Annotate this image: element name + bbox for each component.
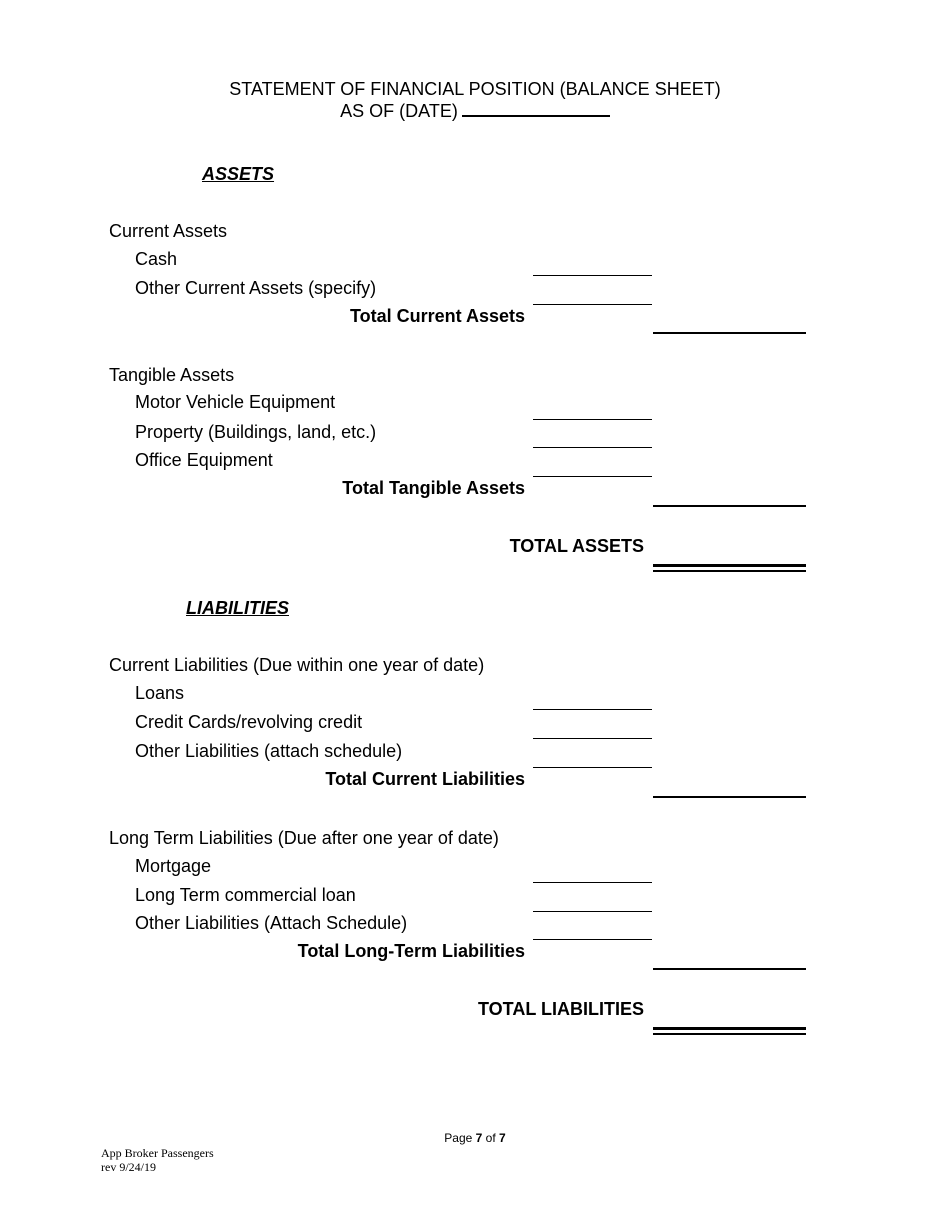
- page-total: 7: [499, 1131, 506, 1145]
- line-item-motor-vehicle: Motor Vehicle Equipment: [135, 392, 336, 412]
- credit-cards-amount-line[interactable]: [533, 738, 652, 739]
- mortgage-amount-line[interactable]: [533, 882, 652, 883]
- total-assets-double-line[interactable]: [653, 564, 806, 572]
- as-of-date-row: [0, 100, 950, 122]
- current-liabilities-heading: Current Liabilities (Due within one year of date): [109, 655, 485, 675]
- liabilities-heading: LIABILITIES: [186, 598, 289, 618]
- total-long-term-liabilities-line[interactable]: [653, 968, 806, 970]
- document-title: STATEMENT OF FINANCIAL POSITION (BALANCE SHEET): [229, 79, 721, 99]
- line-item-property: Property (Buildings, land, etc.): [135, 422, 377, 442]
- line-item-other-liabilities-long-term: Other Liabilities (Attach Schedule): [135, 913, 408, 933]
- line-item-long-term-loan: Long Term commercial loan: [135, 885, 356, 905]
- other-liabilities-current-amount-line[interactable]: [533, 767, 652, 768]
- footer-doc-name: App Broker Passengers: [101, 1146, 214, 1160]
- date-input-line[interactable]: [462, 101, 610, 117]
- cash-amount-line[interactable]: [533, 275, 652, 276]
- line-item-other-liabilities-current: Other Liabilities (attach schedule): [135, 741, 403, 761]
- line-item-office-equipment: Office Equipment: [135, 450, 273, 470]
- office-equipment-amount-line[interactable]: [533, 476, 652, 477]
- total-current-liabilities-label: Total Current Liabilities: [325, 769, 525, 789]
- total-current-assets-label: Total Current Assets: [349, 306, 525, 326]
- line-item-cash: Cash: [135, 249, 178, 269]
- assets-heading: ASSETS: [202, 164, 275, 184]
- total-assets-label: TOTAL ASSETS: [509, 536, 644, 556]
- other-liabilities-long-term-amount-line[interactable]: [533, 939, 652, 940]
- motor-vehicle-amount-line[interactable]: [533, 419, 652, 420]
- total-long-term-liabilities-label: Total Long-Term Liabilities: [297, 941, 525, 961]
- line-item-loans: Loans: [135, 683, 185, 703]
- line-item-other-current-assets: Other Current Assets (specify): [135, 278, 377, 298]
- line-item-credit-cards: Credit Cards/revolving credit: [135, 712, 363, 732]
- page-number: [0, 1131, 950, 1145]
- loans-amount-line[interactable]: [533, 709, 652, 710]
- page-prefix: Page: [444, 1131, 473, 1145]
- tangible-assets-heading: Tangible Assets: [109, 365, 235, 385]
- total-tangible-assets-label: Total Tangible Assets: [342, 478, 525, 498]
- property-amount-line[interactable]: [533, 447, 652, 448]
- total-current-assets-line[interactable]: [653, 332, 806, 334]
- long-term-liabilities-heading: Long Term Liabilities (Due after one year of date): [109, 828, 499, 848]
- total-current-liabilities-line[interactable]: [653, 796, 806, 798]
- as-of-date-label: AS OF (DATE): [340, 101, 458, 121]
- other-current-assets-amount-line[interactable]: [533, 304, 652, 305]
- total-liabilities-double-line[interactable]: [653, 1027, 806, 1035]
- page-of: of: [485, 1131, 496, 1145]
- line-item-mortgage: Mortgage: [135, 856, 212, 876]
- total-liabilities-label: TOTAL LIABILITIES: [478, 999, 644, 1019]
- long-term-loan-amount-line[interactable]: [533, 911, 652, 912]
- total-tangible-assets-line[interactable]: [653, 505, 806, 507]
- page-current: 7: [475, 1131, 483, 1145]
- footer-revision: rev 9/24/19: [101, 1160, 156, 1174]
- current-assets-heading: Current Assets: [109, 221, 228, 241]
